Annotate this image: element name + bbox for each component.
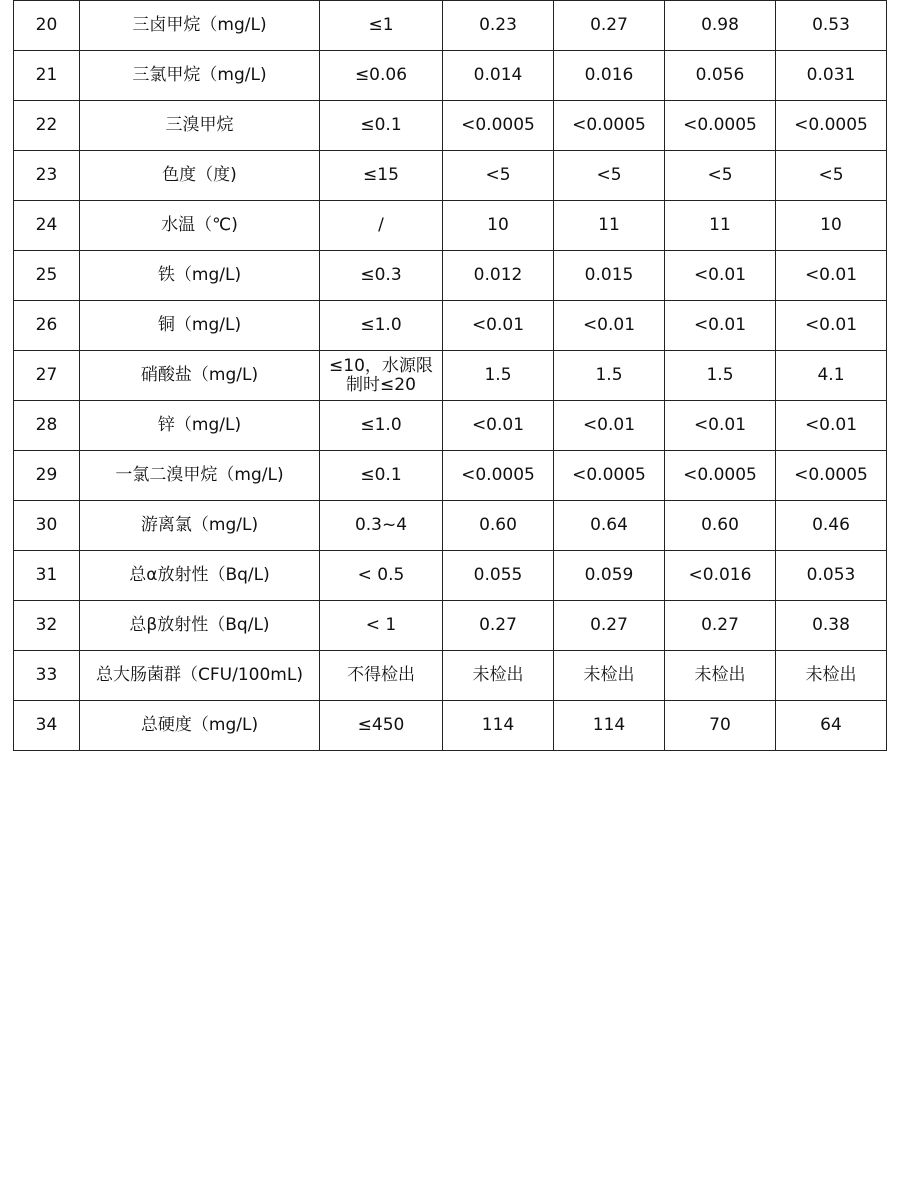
limit-line: ≤10，水源限 [329, 355, 433, 376]
limit-cell: ≤15 [320, 151, 443, 201]
result-cell: 0.059 [554, 551, 665, 601]
result-cell: <0.01 [443, 301, 554, 351]
water-quality-table [13, 0, 887, 751]
result-cell: 0.53 [776, 1, 887, 51]
result-cell: 114 [554, 701, 665, 751]
result-cell: 64 [776, 701, 887, 751]
limit-cell: ≤0.06 [320, 51, 443, 101]
test-item-cell: 色度（度) [80, 151, 320, 201]
table-row [14, 251, 887, 301]
test-item-cell: 总α放射性（Bq/L) [80, 551, 320, 601]
limit-cell: ≤1.0 [320, 401, 443, 451]
result-cell: 1.5 [665, 351, 776, 401]
table-row [14, 351, 887, 401]
test-item-cell: 三氯甲烷（mg/L) [80, 51, 320, 101]
row-number-cell: 32 [14, 601, 80, 651]
table-row [14, 551, 887, 601]
result-cell: <0.01 [443, 401, 554, 451]
test-item-cell: 三溴甲烷 [80, 101, 320, 151]
result-cell: 10 [776, 201, 887, 251]
table-row [14, 201, 887, 251]
row-number-cell: 30 [14, 501, 80, 551]
result-cell: <0.01 [554, 401, 665, 451]
limit-cell: 不得检出 [320, 651, 443, 701]
test-item-cell: 游离氯（mg/L) [80, 501, 320, 551]
limit-cell: ≤0.3 [320, 251, 443, 301]
result-cell: 0.031 [776, 51, 887, 101]
row-number-cell: 20 [14, 1, 80, 51]
result-cell: <0.01 [665, 251, 776, 301]
table-body [14, 1, 887, 751]
result-cell: 114 [443, 701, 554, 751]
result-cell: 0.27 [665, 601, 776, 651]
table-row [14, 601, 887, 651]
result-cell: 0.053 [776, 551, 887, 601]
result-cell: <0.01 [554, 301, 665, 351]
test-item-cell: 总大肠菌群（CFU/100mL) [80, 651, 320, 701]
result-cell: <0.016 [665, 551, 776, 601]
result-cell: 0.012 [443, 251, 554, 301]
row-number-cell: 34 [14, 701, 80, 751]
result-cell: <5 [554, 151, 665, 201]
table-row [14, 51, 887, 101]
test-item-cell: 铁（mg/L) [80, 251, 320, 301]
result-cell: 0.60 [443, 501, 554, 551]
result-cell: 0.055 [443, 551, 554, 601]
result-cell: <0.01 [665, 301, 776, 351]
result-cell: <5 [443, 151, 554, 201]
result-cell: 70 [665, 701, 776, 751]
result-cell: 0.27 [443, 601, 554, 651]
test-item-cell: 铜（mg/L) [80, 301, 320, 351]
result-cell: <0.0005 [776, 451, 887, 501]
result-cell: 11 [665, 201, 776, 251]
result-cell: 0.014 [443, 51, 554, 101]
limit-cell: / [320, 201, 443, 251]
table-row [14, 401, 887, 451]
table-row [14, 651, 887, 701]
limit-cell: ≤0.1 [320, 451, 443, 501]
result-cell: 未检出 [665, 651, 776, 701]
test-item-cell: 一氯二溴甲烷（mg/L) [80, 451, 320, 501]
test-item-cell: 水温（℃) [80, 201, 320, 251]
result-cell: <0.0005 [554, 101, 665, 151]
row-number-cell: 23 [14, 151, 80, 201]
table-row [14, 101, 887, 151]
result-cell: 4.1 [776, 351, 887, 401]
result-cell: 0.015 [554, 251, 665, 301]
result-cell: 0.98 [665, 1, 776, 51]
limit-cell [320, 351, 443, 401]
result-cell: <0.01 [665, 401, 776, 451]
limit-cell: ≤0.1 [320, 101, 443, 151]
result-cell: 0.64 [554, 501, 665, 551]
row-number-cell: 25 [14, 251, 80, 301]
table-row [14, 701, 887, 751]
row-number-cell: 22 [14, 101, 80, 151]
row-number-cell: 21 [14, 51, 80, 101]
row-number-cell: 27 [14, 351, 80, 401]
row-number-cell: 28 [14, 401, 80, 451]
result-cell: 0.27 [554, 1, 665, 51]
row-number-cell: 24 [14, 201, 80, 251]
limit-cell: < 0.5 [320, 551, 443, 601]
row-number-cell: 31 [14, 551, 80, 601]
result-cell: <0.0005 [443, 101, 554, 151]
test-item-cell: 总硬度（mg/L) [80, 701, 320, 751]
test-item-cell: 总β放射性（Bq/L) [80, 601, 320, 651]
result-cell: <0.0005 [665, 101, 776, 151]
result-cell: 未检出 [554, 651, 665, 701]
result-cell: 未检出 [776, 651, 887, 701]
limit-line: 制时≤20 [346, 374, 416, 395]
result-cell: 0.23 [443, 1, 554, 51]
table-row [14, 501, 887, 551]
limit-cell: < 1 [320, 601, 443, 651]
result-cell: 10 [443, 201, 554, 251]
table-row [14, 301, 887, 351]
table-row [14, 451, 887, 501]
result-cell: 0.38 [776, 601, 887, 651]
row-number-cell: 33 [14, 651, 80, 701]
row-number-cell: 29 [14, 451, 80, 501]
limit-cell: 0.3~4 [320, 501, 443, 551]
test-item-cell: 硝酸盐（mg/L) [80, 351, 320, 401]
result-cell: 0.016 [554, 51, 665, 101]
result-cell: <0.0005 [776, 101, 887, 151]
result-cell: <5 [776, 151, 887, 201]
result-cell: 0.056 [665, 51, 776, 101]
result-cell: <0.0005 [665, 451, 776, 501]
result-cell: 未检出 [443, 651, 554, 701]
result-cell: 1.5 [443, 351, 554, 401]
test-item-cell: 锌（mg/L) [80, 401, 320, 451]
result-cell: 0.46 [776, 501, 887, 551]
result-cell: <0.01 [776, 301, 887, 351]
table-row [14, 1, 887, 51]
result-cell: 0.60 [665, 501, 776, 551]
result-cell: 0.27 [554, 601, 665, 651]
limit-cell: ≤1.0 [320, 301, 443, 351]
table-row [14, 151, 887, 201]
row-number-cell: 26 [14, 301, 80, 351]
result-cell: 1.5 [554, 351, 665, 401]
result-cell: <0.0005 [554, 451, 665, 501]
result-cell: 11 [554, 201, 665, 251]
result-cell: <5 [665, 151, 776, 201]
limit-cell: ≤1 [320, 1, 443, 51]
result-cell: <0.0005 [443, 451, 554, 501]
limit-cell: ≤450 [320, 701, 443, 751]
test-item-cell: 三卤甲烷（mg/L) [80, 1, 320, 51]
result-cell: <0.01 [776, 401, 887, 451]
result-cell: <0.01 [776, 251, 887, 301]
